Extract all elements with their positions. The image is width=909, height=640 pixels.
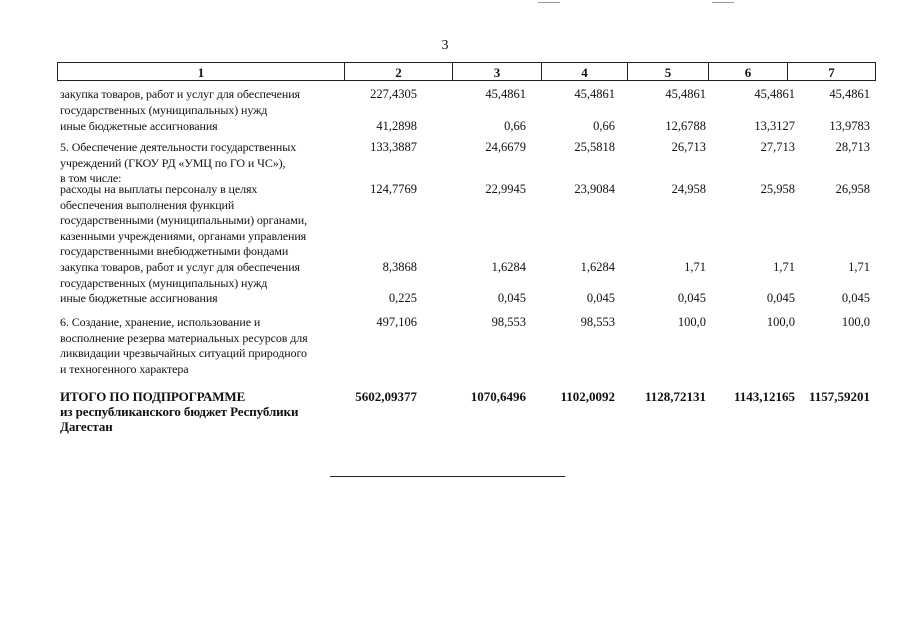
description-line: Дагестан xyxy=(60,419,113,434)
description-line: 6. Создание, хранение, использование и xyxy=(60,315,261,329)
value-cell-col-7: 1,71 xyxy=(848,260,870,274)
description-line: закупка товаров, работ и услуг для обеспечения xyxy=(60,260,300,274)
value-cell-col-7: 0,045 xyxy=(841,291,870,305)
value-cell-col-6: 13,3127 xyxy=(754,119,795,133)
value-cell-col-4: 0,66 xyxy=(593,119,615,133)
value-cell-col-4: 1102,0092 xyxy=(560,389,615,404)
description-line: казенными учреждениями, органами управления xyxy=(60,228,307,243)
table-header-row xyxy=(57,62,876,81)
description-line: из республиканского бюджет Республики xyxy=(60,404,299,419)
value-cell-col-3: 1070,6496 xyxy=(470,389,526,404)
description-line: расходы на выплаты персоналу в целях xyxy=(60,182,258,196)
column-header-6: 6 xyxy=(708,63,787,80)
value-cell-col-3: 0,045 xyxy=(497,291,526,305)
row-description xyxy=(60,87,343,118)
value-cell-col-5: 45,4861 xyxy=(665,87,706,101)
value-cell-col-6: 25,958 xyxy=(760,182,795,196)
description-line: ИТОГО ПО ПОДПРОГРАММЕ xyxy=(60,389,246,404)
description-line: ликвидации чрезвычайных ситуаций природного xyxy=(60,346,307,360)
value-cell-col-3: 0,66 xyxy=(504,119,526,133)
column-header-1: 1 xyxy=(197,65,205,80)
description-line: учреждений (ГКОУ РД «УМЦ по ГО и ЧС»), xyxy=(60,155,286,170)
description-line: государственными внебюджетными фондами xyxy=(60,244,289,258)
column-header-5: 5 xyxy=(627,63,708,80)
description-line: в том числе: xyxy=(60,171,122,185)
value-cell-col-4: 25,5818 xyxy=(574,140,615,154)
description-line: закупка товаров, работ и услуг для обеспечения xyxy=(60,87,300,101)
scan-artifact xyxy=(538,2,560,3)
value-cell-col-6: 0,045 xyxy=(766,291,795,305)
row-description xyxy=(60,291,343,307)
value-cell-col-5: 12,6788 xyxy=(665,119,706,133)
value-cell-col-2: 133,3887 xyxy=(370,140,417,154)
value-cell-col-6: 100,0 xyxy=(766,315,795,329)
description-line: восполнение резерва материальных ресурсов для xyxy=(60,330,308,345)
value-cell-col-7: 28,713 xyxy=(835,140,870,154)
closing-divider xyxy=(330,476,565,477)
description-line: обеспечения выполнения функций xyxy=(60,197,235,212)
page-number: 3 xyxy=(441,38,449,53)
value-cell-col-6: 1143,12165 xyxy=(733,389,795,404)
value-cell-col-2: 5602,09377 xyxy=(355,389,417,404)
column-header-4: 4 xyxy=(541,63,627,80)
description-line: иные бюджетные ассигнования xyxy=(60,119,218,133)
value-cell-col-5: 1128,72131 xyxy=(644,389,706,404)
value-cell-col-3: 98,553 xyxy=(491,315,526,329)
value-cell-col-4: 98,553 xyxy=(580,315,615,329)
value-cell-col-5: 0,045 xyxy=(677,291,706,305)
value-cell-col-2: 227,4305 xyxy=(370,87,417,101)
value-cell-col-4: 23,9084 xyxy=(574,182,615,196)
value-cell-col-4: 0,045 xyxy=(586,291,615,305)
value-cell-col-2: 124,7769 xyxy=(370,182,417,196)
value-cell-col-5: 24,958 xyxy=(671,182,706,196)
row-description xyxy=(60,119,343,135)
value-cell-col-6: 45,4861 xyxy=(754,87,795,101)
value-cell-col-2: 497,106 xyxy=(376,315,417,329)
row-description xyxy=(60,315,343,377)
value-cell-col-3: 24,6679 xyxy=(485,140,526,154)
value-cell-col-4: 45,4861 xyxy=(574,87,615,101)
row-description xyxy=(60,140,343,187)
value-cell-col-7: 100,0 xyxy=(841,315,870,329)
value-cell-col-7: 26,958 xyxy=(835,182,870,196)
value-cell-col-2: 0,225 xyxy=(388,291,417,305)
column-header-2: 2 xyxy=(344,63,452,80)
value-cell-col-6: 1,71 xyxy=(773,260,795,274)
value-cell-col-2: 41,2898 xyxy=(376,119,417,133)
scan-artifact xyxy=(712,2,734,3)
value-cell-col-7: 1157,59201 xyxy=(808,389,870,404)
description-line: 5. Обеспечение деятельности государственных xyxy=(60,140,297,154)
value-cell-col-5: 1,71 xyxy=(684,260,706,274)
value-cell-col-2: 8,3868 xyxy=(382,260,417,274)
description-line: и техногенного характера xyxy=(60,361,189,376)
value-cell-col-3: 22,9945 xyxy=(485,182,526,196)
value-cell-col-5: 26,713 xyxy=(671,140,706,154)
value-cell-col-4: 1,6284 xyxy=(580,260,615,274)
value-cell-col-6: 27,713 xyxy=(760,140,795,154)
description-line: государственными (муниципальными) органами, xyxy=(60,213,307,227)
column-header-7: 7 xyxy=(787,63,875,80)
value-cell-col-3: 1,6284 xyxy=(491,260,526,274)
row-description xyxy=(60,182,343,260)
row-description xyxy=(60,389,343,434)
value-cell-col-7: 45,4861 xyxy=(829,87,870,101)
value-cell-col-5: 100,0 xyxy=(677,315,706,329)
value-cell-col-7: 13,9783 xyxy=(829,119,870,133)
value-cell-col-3: 45,4861 xyxy=(485,87,526,101)
row-description xyxy=(60,260,343,291)
description-line: государственных (муниципальных) нужд xyxy=(60,102,268,117)
description-line: иные бюджетные ассигнования xyxy=(60,291,218,305)
column-header-3: 3 xyxy=(452,63,541,80)
description-line: государственных (муниципальных) нужд xyxy=(60,275,268,290)
